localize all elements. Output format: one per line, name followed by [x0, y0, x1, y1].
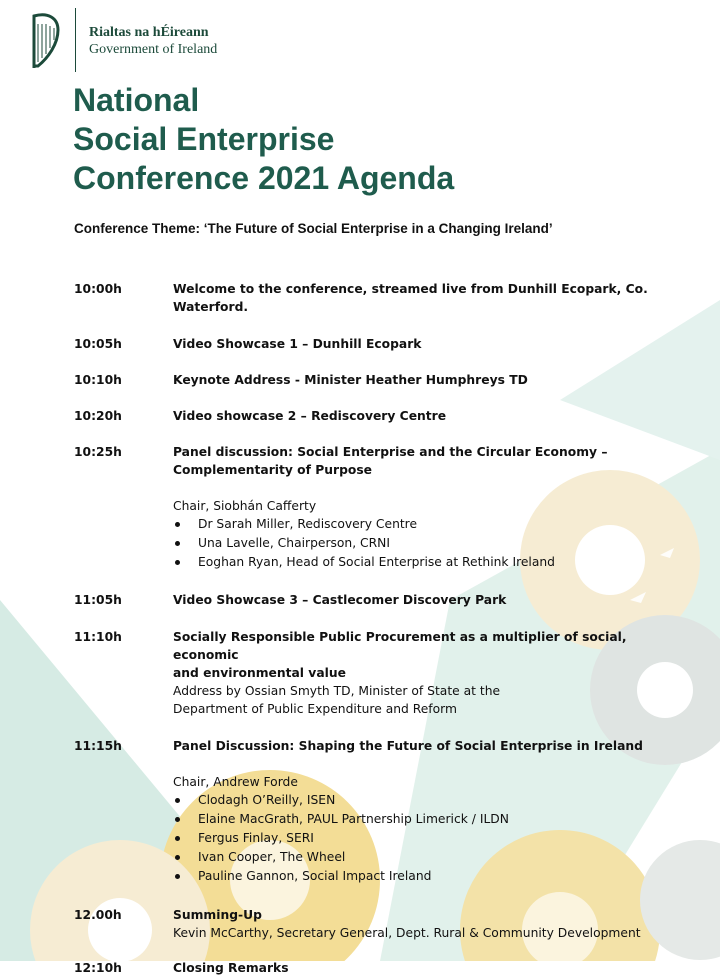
- agenda-line: Welcome to the conference, streamed live from Dunhill Ecopark, Co. Waterford.: [173, 282, 648, 314]
- agenda-line: Keynote Address - Minister Heather Humphreys TD: [173, 373, 528, 387]
- agenda-item: [74, 959, 694, 977]
- agenda-item: [74, 407, 694, 425]
- agenda-time: 10:10h: [74, 373, 122, 387]
- agenda-time: 12.00h: [74, 908, 122, 922]
- agenda-item: [74, 906, 694, 942]
- gov-name-english: Government of Ireland: [89, 42, 218, 57]
- panelist: Fergus Finlay, SERI: [173, 829, 694, 848]
- agenda-time: 11:15h: [74, 739, 122, 753]
- agenda-line: Closing Remarks: [173, 961, 289, 975]
- agenda-time: 10:25h: [74, 445, 122, 459]
- government-logo-text: [89, 24, 217, 58]
- title-line: National: [73, 82, 200, 118]
- agenda-description: [173, 280, 694, 316]
- agenda-list: [74, 280, 694, 977]
- panelist: Una Lavelle, Chairperson, CRNI: [173, 534, 694, 553]
- agenda-description: [173, 371, 694, 389]
- agenda-description: [173, 407, 694, 425]
- agenda-item: [74, 443, 694, 572]
- panelist: Ivan Cooper, The Wheel: [173, 848, 694, 867]
- agenda-line: Video showcase 2 – Rediscovery Centre: [173, 409, 447, 423]
- agenda-description: [173, 335, 694, 353]
- agenda-item: [74, 371, 694, 389]
- page-title: [73, 81, 454, 198]
- panelist: Clodagh O’Reilly, ISEN: [173, 791, 694, 810]
- title-line: Conference 2021 Agenda: [73, 160, 455, 196]
- panelist: Elaine MacGrath, PAUL Partnership Limerick / ILDN: [173, 810, 694, 829]
- conference-theme: Conference Theme: ‘The Future of Social Enterprise in a Changing Ireland’: [74, 221, 553, 236]
- panel-chair: Chair, Siobhán Cafferty: [173, 499, 317, 513]
- agenda-line: Video Showcase 1 – Dunhill Ecopark: [173, 337, 422, 351]
- panelist-list: [173, 515, 694, 572]
- agenda-item: [74, 280, 694, 316]
- panel-chair: Chair, Andrew Forde: [173, 775, 298, 789]
- agenda-line: Department of Public Expenditure and Reform: [173, 702, 457, 716]
- agenda-description: [173, 959, 694, 977]
- agenda-description: [173, 443, 694, 572]
- agenda-description: [173, 628, 694, 718]
- agenda-item: [74, 591, 694, 609]
- agenda-line: Panel discussion: Social Enterprise and the Circular Economy –: [173, 445, 608, 459]
- agenda-time: 11:10h: [74, 630, 122, 644]
- agenda-description: [173, 906, 694, 942]
- panelist: Dr Sarah Miller, Rediscovery Centre: [173, 515, 694, 534]
- agenda-time: 10:20h: [74, 409, 122, 423]
- panelist: Eoghan Ryan, Head of Social Enterprise at Rethink Ireland: [173, 553, 694, 572]
- agenda-line: Address by Ossian Smyth TD, Minister of State at the: [173, 684, 501, 698]
- harp-emblem-icon: [28, 12, 62, 70]
- agenda-time: 10:05h: [74, 337, 122, 351]
- header-divider: [75, 8, 76, 72]
- agenda-line: Complementarity of Purpose: [173, 463, 373, 477]
- agenda-line: Panel Discussion: Shaping the Future of Social Enterprise in Ireland: [173, 739, 643, 753]
- agenda-item: [74, 628, 694, 718]
- agenda-line: Kevin McCarthy, Secretary General, Dept. Rural & Community Development: [173, 926, 641, 940]
- agenda-item: [74, 335, 694, 353]
- agenda-description: [173, 591, 694, 609]
- agenda-item: [74, 737, 694, 886]
- agenda-line: and environmental value: [173, 666, 346, 680]
- title-line: Social Enterprise: [73, 121, 335, 157]
- agenda-time: 10:00h: [74, 282, 122, 296]
- agenda-line: Summing-Up: [173, 908, 262, 922]
- agenda-line: Socially Responsible Public Procurement as a multiplier of social, economic: [173, 630, 627, 662]
- agenda-description: [173, 737, 694, 886]
- agenda-line: Video Showcase 3 – Castlecomer Discovery Park: [173, 593, 507, 607]
- gov-name-irish: Rialtas na hÉireann: [89, 25, 209, 40]
- panelist: Pauline Gannon, Social Impact Ireland: [173, 867, 694, 886]
- agenda-time: 11:05h: [74, 593, 122, 607]
- agenda-time: 12:10h: [74, 961, 122, 975]
- panelist-list: [173, 791, 694, 886]
